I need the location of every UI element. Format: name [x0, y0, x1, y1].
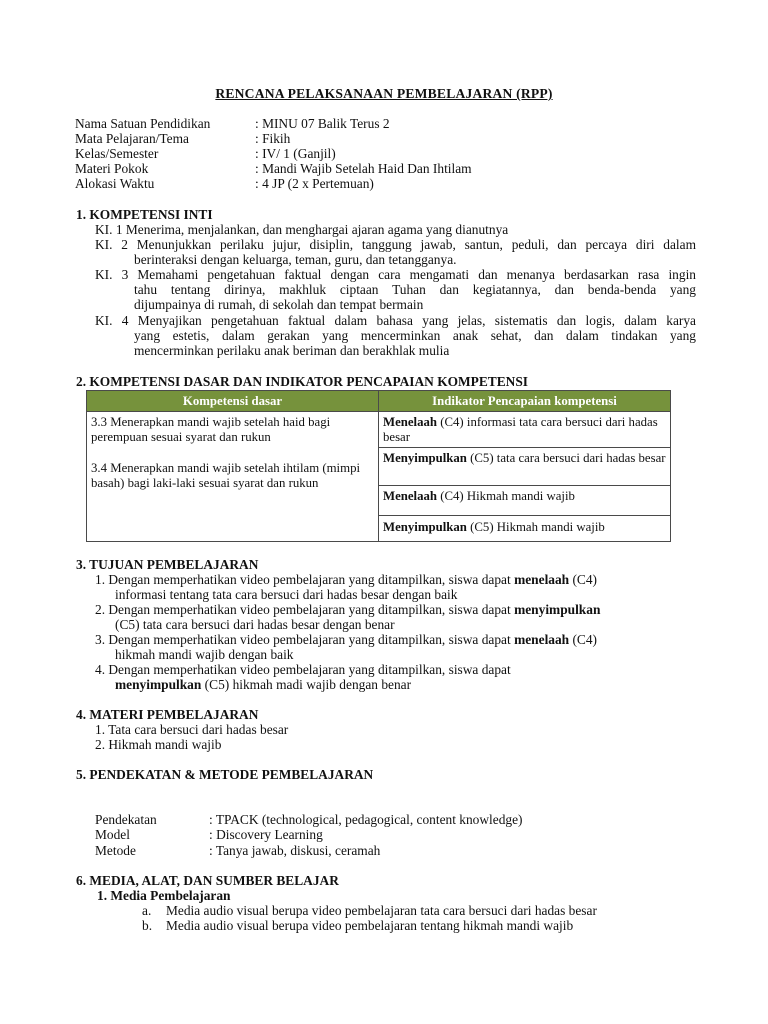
ki-2-line2: berinteraksi dengan keluarga, teman, guru, dan tetangganya.	[134, 252, 457, 267]
method-label: Metode	[95, 843, 136, 858]
tujuan-verb: menyimpulkan	[514, 602, 601, 617]
kd-3-3: 3.3 Menerapkan mandi wajib setelah haid bagi perempuan sesuai syarat dan rukun	[91, 415, 331, 444]
identity-label: Alokasi Waktu	[75, 176, 155, 191]
identity-value: : 4 JP (2 x Pertemuan)	[255, 176, 374, 191]
tujuan-level: (C4)	[569, 572, 598, 587]
tujuan-level: (C4)	[569, 632, 598, 647]
method-label: Pendekatan	[95, 812, 157, 827]
table-header-row	[87, 391, 671, 412]
section-heading-media: 6. MEDIA, ALAT, DAN SUMBER BELAJAR	[76, 873, 339, 888]
method-value: : Discovery Learning	[209, 827, 323, 842]
table-header-kompetensi-dasar: Kompetensi dasar	[87, 391, 379, 412]
tujuan-2-line2: (C5) tata cara bersuci dari hadas besar dengan benar	[115, 617, 395, 632]
ki-1: KI. 1 Menerima, menjalankan, dan menghargai ajaran agama yang dianutnya	[95, 222, 509, 237]
identity-label: Nama Satuan Pendidikan	[75, 116, 211, 131]
indicator-text: (C4) Hikmah mandi wajib	[437, 489, 575, 503]
indicator-cell	[379, 412, 671, 448]
tujuan-text: 2. Dengan memperhatikan video pembelajaran yang ditampilkan, siswa dapat	[95, 602, 515, 617]
indicator-cell	[379, 516, 671, 542]
method-value: : Tanya jawab, diskusi, ceramah	[209, 843, 381, 858]
tujuan-3-line1	[95, 632, 597, 647]
method-label: Model	[95, 827, 130, 842]
indicator-text: (C5) Hikmah mandi wajib	[466, 520, 605, 534]
tujuan-2-line1	[95, 602, 600, 617]
ki-4-line1: KI. 4 Menyajikan pengetahuan faktual dalam bahasa yang jelas, sistematis dan logis, dalam karya	[95, 313, 696, 328]
identity-label: Materi Pokok	[75, 161, 149, 176]
indicator-text: (C4) informasi tata cara bersuci dari hadas besar	[383, 415, 658, 444]
tujuan-1-line1	[95, 572, 597, 587]
indicator-verb: Menyimpulkan	[383, 451, 467, 465]
tujuan-text: (C5) hikmah madi wajib dengan benar	[201, 677, 412, 692]
method-value: : TPACK (technological, pedagogical, content knowledge)	[209, 812, 523, 827]
tujuan-3-line2: hikmah mandi wajib dengan baik	[115, 647, 294, 662]
identity-value: : Fikih	[255, 131, 291, 146]
section-heading-kompetensi-inti: 1. KOMPETENSI INTI	[76, 207, 213, 222]
indicator-cell	[379, 448, 671, 486]
media-item-a: Media audio visual berupa video pembelajaran tata cara bersuci dari hadas besar	[166, 903, 597, 918]
materi-item-1: 1. Tata cara bersuci dari hadas besar	[95, 722, 289, 737]
ki-4-line3: mencerminkan perilaku anak beriman dan berakhlak mulia	[134, 343, 450, 358]
tujuan-text: 3. Dengan memperhatikan video pembelajaran yang ditampilkan, siswa dapat	[95, 632, 515, 647]
ki-3-line1: KI. 3 Memahami pengetahuan faktual dengan cara mengamati dan menanya berdasarkan rasa ingin	[95, 267, 696, 282]
identity-value: : Mandi Wajib Setelah Haid Dan Ihtilam	[255, 161, 472, 176]
ki-4-line2: yang estetis, dalam gerakan yang mencerminkan anak sehat, dan dalam tindakan yang	[134, 328, 696, 343]
identity-value: : IV/ 1 (Ganjil)	[255, 146, 336, 161]
tujuan-1-line2: informasi tentang tata cara bersuci dari hadas besar dengan baik	[115, 587, 458, 602]
identity-value: : MINU 07 Balik Terus 2	[255, 116, 390, 131]
kompetensi-table	[86, 390, 671, 542]
tujuan-verb: menelaah	[514, 572, 570, 587]
indicator-cell	[379, 486, 671, 516]
kd-3-4: 3.4 Menerapkan mandi wajib setelah ihtilam (mimpi basah) bagi laki-laki sesuai syarat dan rukun	[91, 461, 361, 490]
tujuan-verb: menyimpulkan	[115, 677, 202, 692]
media-item-b-marker: b.	[142, 918, 153, 933]
materi-item-2: 2. Hikmah mandi wajib	[95, 737, 222, 752]
tujuan-verb: menelaah	[514, 632, 570, 647]
media-item-b: Media audio visual berupa video pembelajaran tentang hikmah mandi wajib	[166, 918, 574, 933]
tujuan-4-line2	[115, 677, 411, 692]
media-item-a-marker: a.	[142, 903, 152, 918]
kd-cell	[87, 412, 379, 542]
indicator-verb: Menelaah	[383, 415, 438, 429]
indicator-verb: Menyimpulkan	[383, 520, 467, 534]
identity-label: Mata Pelajaran/Tema	[75, 131, 189, 146]
ki-2-line1: KI. 2 Menunjukkan perilaku jujur, disiplin, tanggung jawab, santun, peduli, dan percaya diri dalam	[95, 237, 696, 252]
ki-3-line2: tahu tentang dirinya, makhluk ciptaan Tuhan dan kegiatannya, dan benda-benda yang	[134, 282, 696, 297]
document-title: RENCANA PELAKSANAAN PEMBELAJARAN (RPP)	[215, 86, 553, 101]
media-subheading: 1. Media Pembelajaran	[97, 888, 231, 903]
table-row	[87, 412, 671, 448]
section-heading-tujuan: 3. TUJUAN PEMBELAJARAN	[76, 557, 259, 572]
section-heading-materi: 4. MATERI PEMBELAJARAN	[76, 707, 259, 722]
tujuan-text: 1. Dengan memperhatikan video pembelajaran yang ditampilkan, siswa dapat	[95, 572, 515, 587]
ki-3-line3: dijumpainya di rumah, di sekolah dan tempat bermain	[134, 297, 424, 312]
section-heading-kompetensi-dasar: 2. KOMPETENSI DASAR DAN INDIKATOR PENCAPAIAN KOMPETENSI	[76, 374, 528, 389]
indicator-verb: Menelaah	[383, 489, 438, 503]
tujuan-4-line1: 4. Dengan memperhatikan video pembelajaran yang ditampilkan, siswa dapat	[95, 662, 511, 677]
section-heading-pendekatan: 5. PENDEKATAN & METODE PEMBELAJARAN	[76, 767, 374, 782]
identity-label: Kelas/Semester	[75, 146, 159, 161]
indicator-text: (C5) tata cara bersuci dari hadas besar	[466, 451, 666, 465]
table-header-indikator: Indikator Pencapaian kompetensi	[379, 391, 671, 412]
